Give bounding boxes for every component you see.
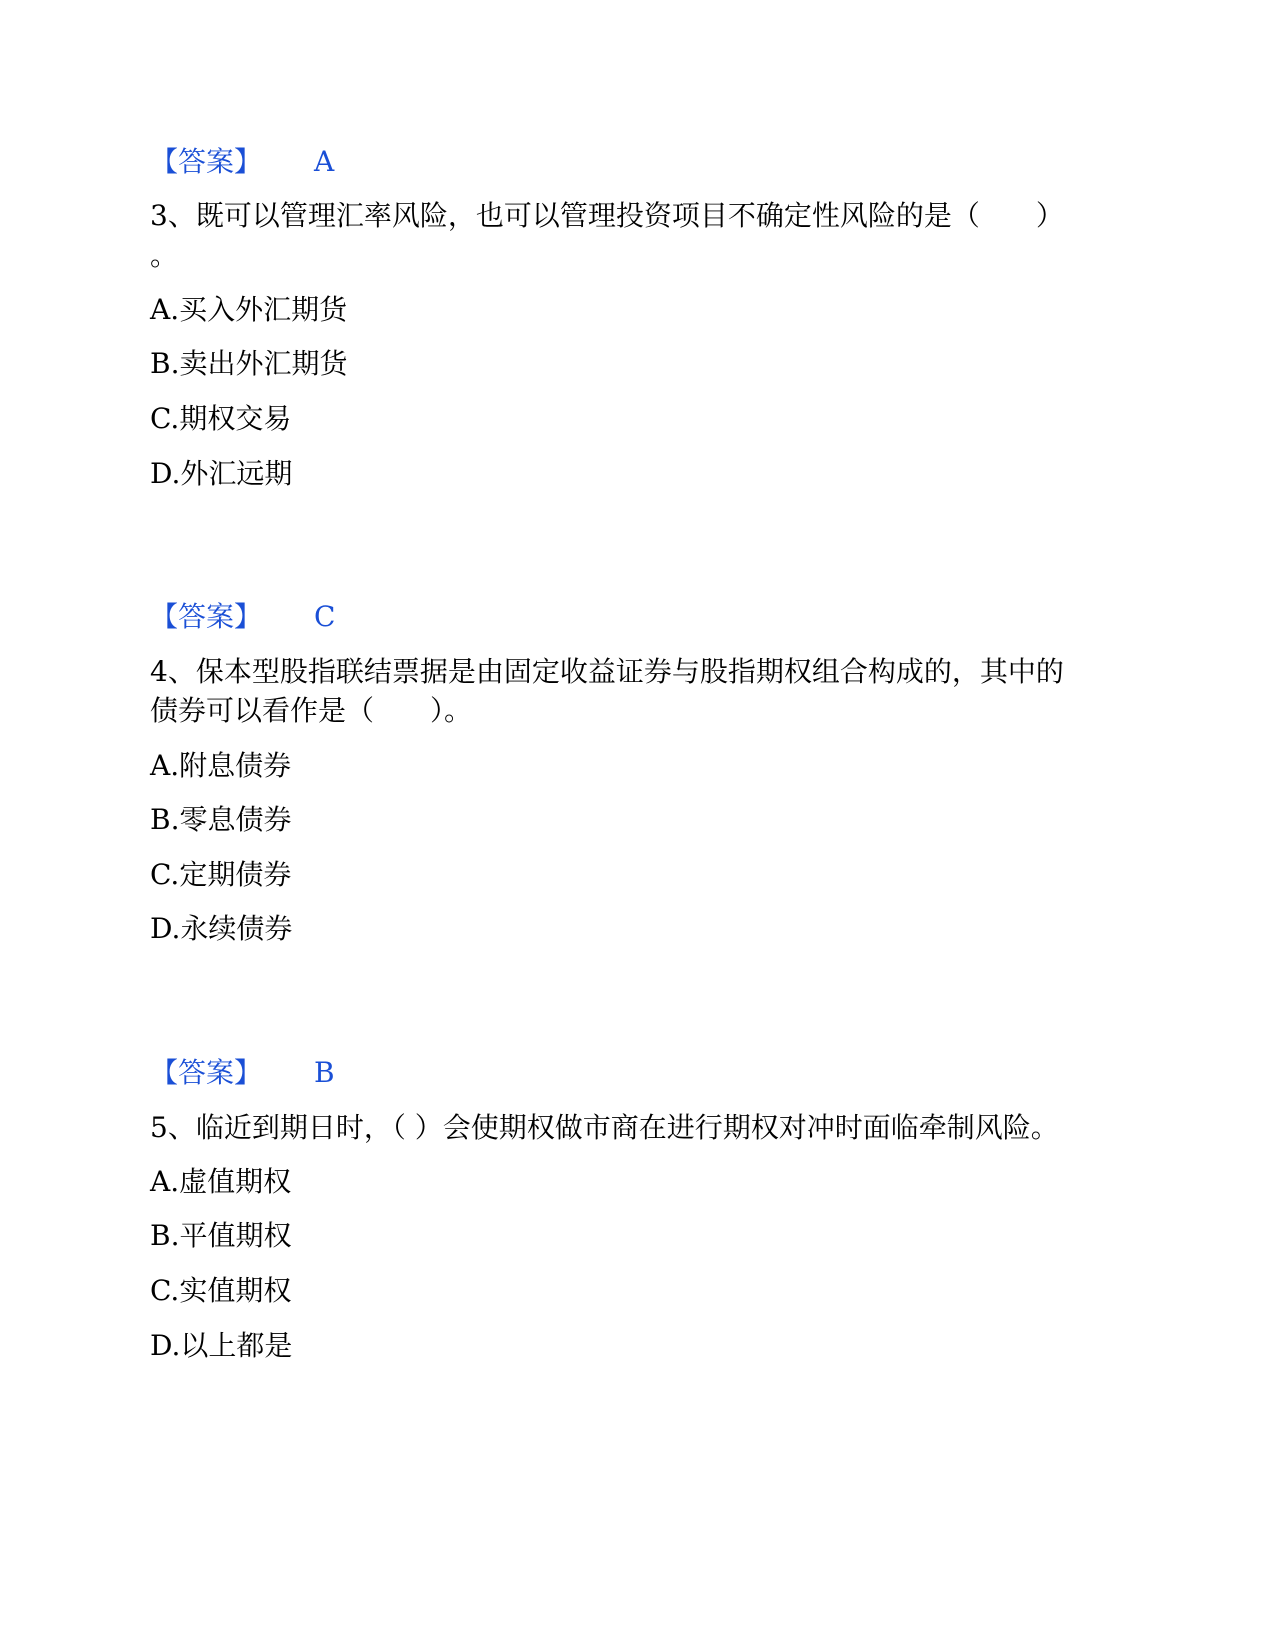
answer-value: A bbox=[314, 145, 335, 178]
option-letter: A. bbox=[150, 293, 180, 326]
question-3-option-a bbox=[150, 290, 347, 330]
question-5-option-d bbox=[150, 1326, 292, 1366]
answer-value: C bbox=[314, 600, 336, 633]
answer-value: B bbox=[314, 1056, 335, 1089]
option-text: 外汇远期 bbox=[180, 457, 293, 490]
option-text: 零息债券 bbox=[179, 803, 292, 836]
question-4-option-b bbox=[150, 800, 292, 840]
option-text: 虚值期权 bbox=[179, 1165, 292, 1198]
option-letter: D. bbox=[150, 457, 181, 490]
answer-label: 【答案】 bbox=[150, 1056, 263, 1089]
option-letter: B. bbox=[150, 803, 180, 836]
option-letter: C. bbox=[150, 1274, 180, 1307]
option-letter: D. bbox=[150, 912, 181, 945]
question-5-option-a bbox=[150, 1162, 291, 1202]
question-5-option-c bbox=[150, 1271, 291, 1311]
option-text: 期权交易 bbox=[179, 402, 292, 435]
question-5-text-line-1: 5、临近到期日时，（ ）会使期权做市商在进行期权对冲时面临牵制风险。 bbox=[150, 1111, 1059, 1144]
option-letter: D. bbox=[150, 1329, 181, 1362]
question-4-text-line-1: 4、保本型股指联结票据是由固定收益证券与股指期权组合构成的，其中的 bbox=[150, 655, 1064, 688]
option-letter: A. bbox=[150, 749, 180, 782]
answer-label: 【答案】 bbox=[150, 145, 263, 178]
option-text: 附息债券 bbox=[179, 749, 292, 782]
answer-line-q4 bbox=[150, 1053, 335, 1093]
question-5-option-b bbox=[150, 1216, 292, 1256]
option-text: 卖出外汇期货 bbox=[179, 347, 348, 380]
question-4-text-line-2: 债券可以看作是（ ）。 bbox=[150, 694, 473, 727]
option-text: 平值期权 bbox=[179, 1219, 292, 1252]
option-text: 永续债券 bbox=[180, 912, 293, 945]
answer-label: 【答案】 bbox=[150, 600, 263, 633]
question-3-option-d bbox=[150, 454, 292, 494]
option-letter: B. bbox=[150, 347, 180, 380]
option-letter: A. bbox=[150, 1165, 180, 1198]
option-text: 实值期权 bbox=[179, 1274, 292, 1307]
question-3-text-line-1: 3、既可以管理汇率风险，也可以管理投资项目不确定性风险的是（ ） bbox=[150, 199, 1064, 232]
option-text: 买入外汇期货 bbox=[179, 293, 348, 326]
question-4-option-d bbox=[150, 909, 292, 949]
answer-line-q3 bbox=[150, 597, 335, 637]
answer-line-q2 bbox=[150, 142, 334, 182]
option-letter: C. bbox=[150, 858, 180, 891]
option-text: 以上都是 bbox=[180, 1329, 293, 1362]
question-4-option-a bbox=[150, 746, 291, 786]
option-letter: B. bbox=[150, 1219, 180, 1252]
question-4-option-c bbox=[150, 855, 291, 895]
option-letter: C. bbox=[150, 402, 180, 435]
question-3-text-line-2: 。 bbox=[150, 239, 179, 272]
option-text: 定期债券 bbox=[179, 858, 292, 891]
question-3-option-b bbox=[150, 344, 348, 384]
question-3-option-c bbox=[150, 399, 291, 439]
